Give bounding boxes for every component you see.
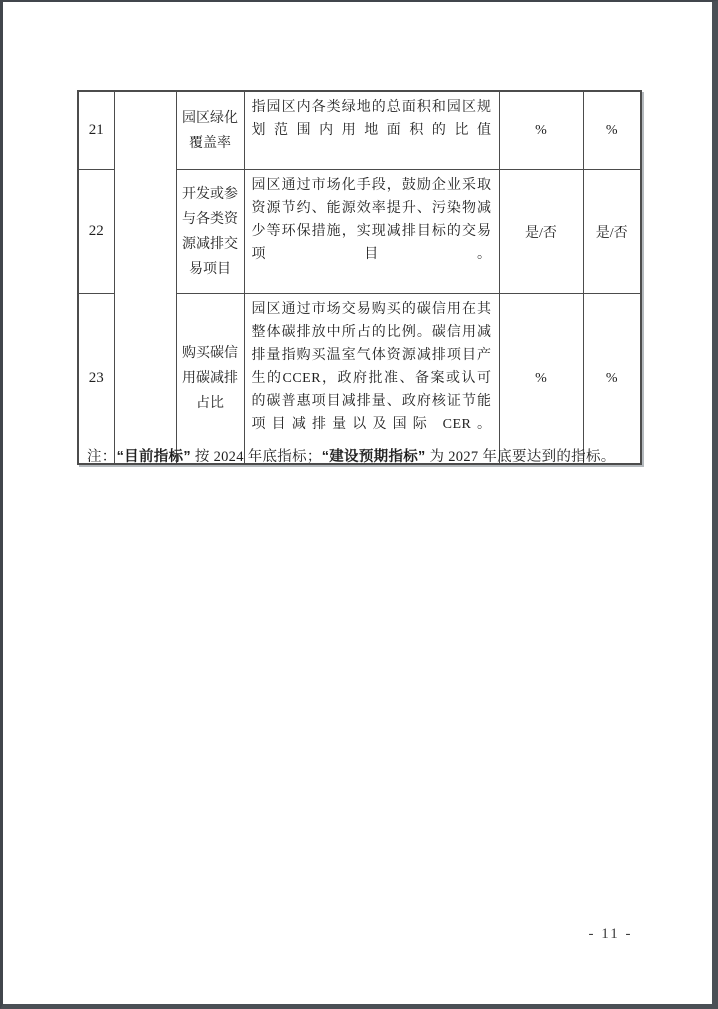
row-number-cell: 21 — [78, 91, 114, 170]
footnote-text: 为 2027 年底要达到的指标。 — [425, 449, 616, 465]
current-value-cell: % — [499, 294, 583, 465]
indicator-name-cell: 开发或参与各类资源减排交易项目 — [176, 170, 244, 294]
indicator-table — [77, 90, 642, 465]
row-number-cell: 22 — [78, 170, 114, 294]
footnote — [87, 446, 632, 468]
footnote-term-current: “目前指标” — [116, 449, 191, 465]
row-number-cell: 23 — [78, 294, 114, 465]
expected-value-cell: 是/否 — [583, 170, 641, 294]
footnote-text: 按 2024 年底指标； — [190, 449, 322, 465]
page-number: - 11 - — [588, 926, 633, 942]
current-value-cell: % — [499, 91, 583, 170]
table-row — [78, 91, 641, 170]
description-cell: 指园区内各类绿地的总面积和园区规划范围内用地面积的比值 — [244, 91, 499, 170]
indicator-name-cell: 园区绿化覆盖率 — [176, 91, 244, 170]
expected-value-cell: % — [583, 294, 641, 465]
description-cell: 园区通过市场交易购买的碳信用在其整体碳排放中所占的比例。碳信用减排量指购买温室气体资源减排项目产生的CCER，政府批准、备案或认可的碳普惠项目减排量、政府核证节能项目减排量以及国际 CER。 — [244, 294, 499, 465]
current-value-cell: 是/否 — [499, 170, 583, 294]
indicator-name-cell: 购买碳信用碳减排占比 — [176, 294, 244, 465]
footnote-prefix: 注： — [87, 449, 117, 465]
expected-value-cell: % — [583, 91, 641, 170]
category-merged-cell — [114, 91, 176, 464]
description-cell: 园区通过市场化手段，鼓励企业采取资源节约、能源效率提升、污染物减少等环保措施，实现减排目标的交易项目。 — [244, 170, 499, 294]
footnote-term-expected: “建设预期指标” — [321, 449, 426, 465]
